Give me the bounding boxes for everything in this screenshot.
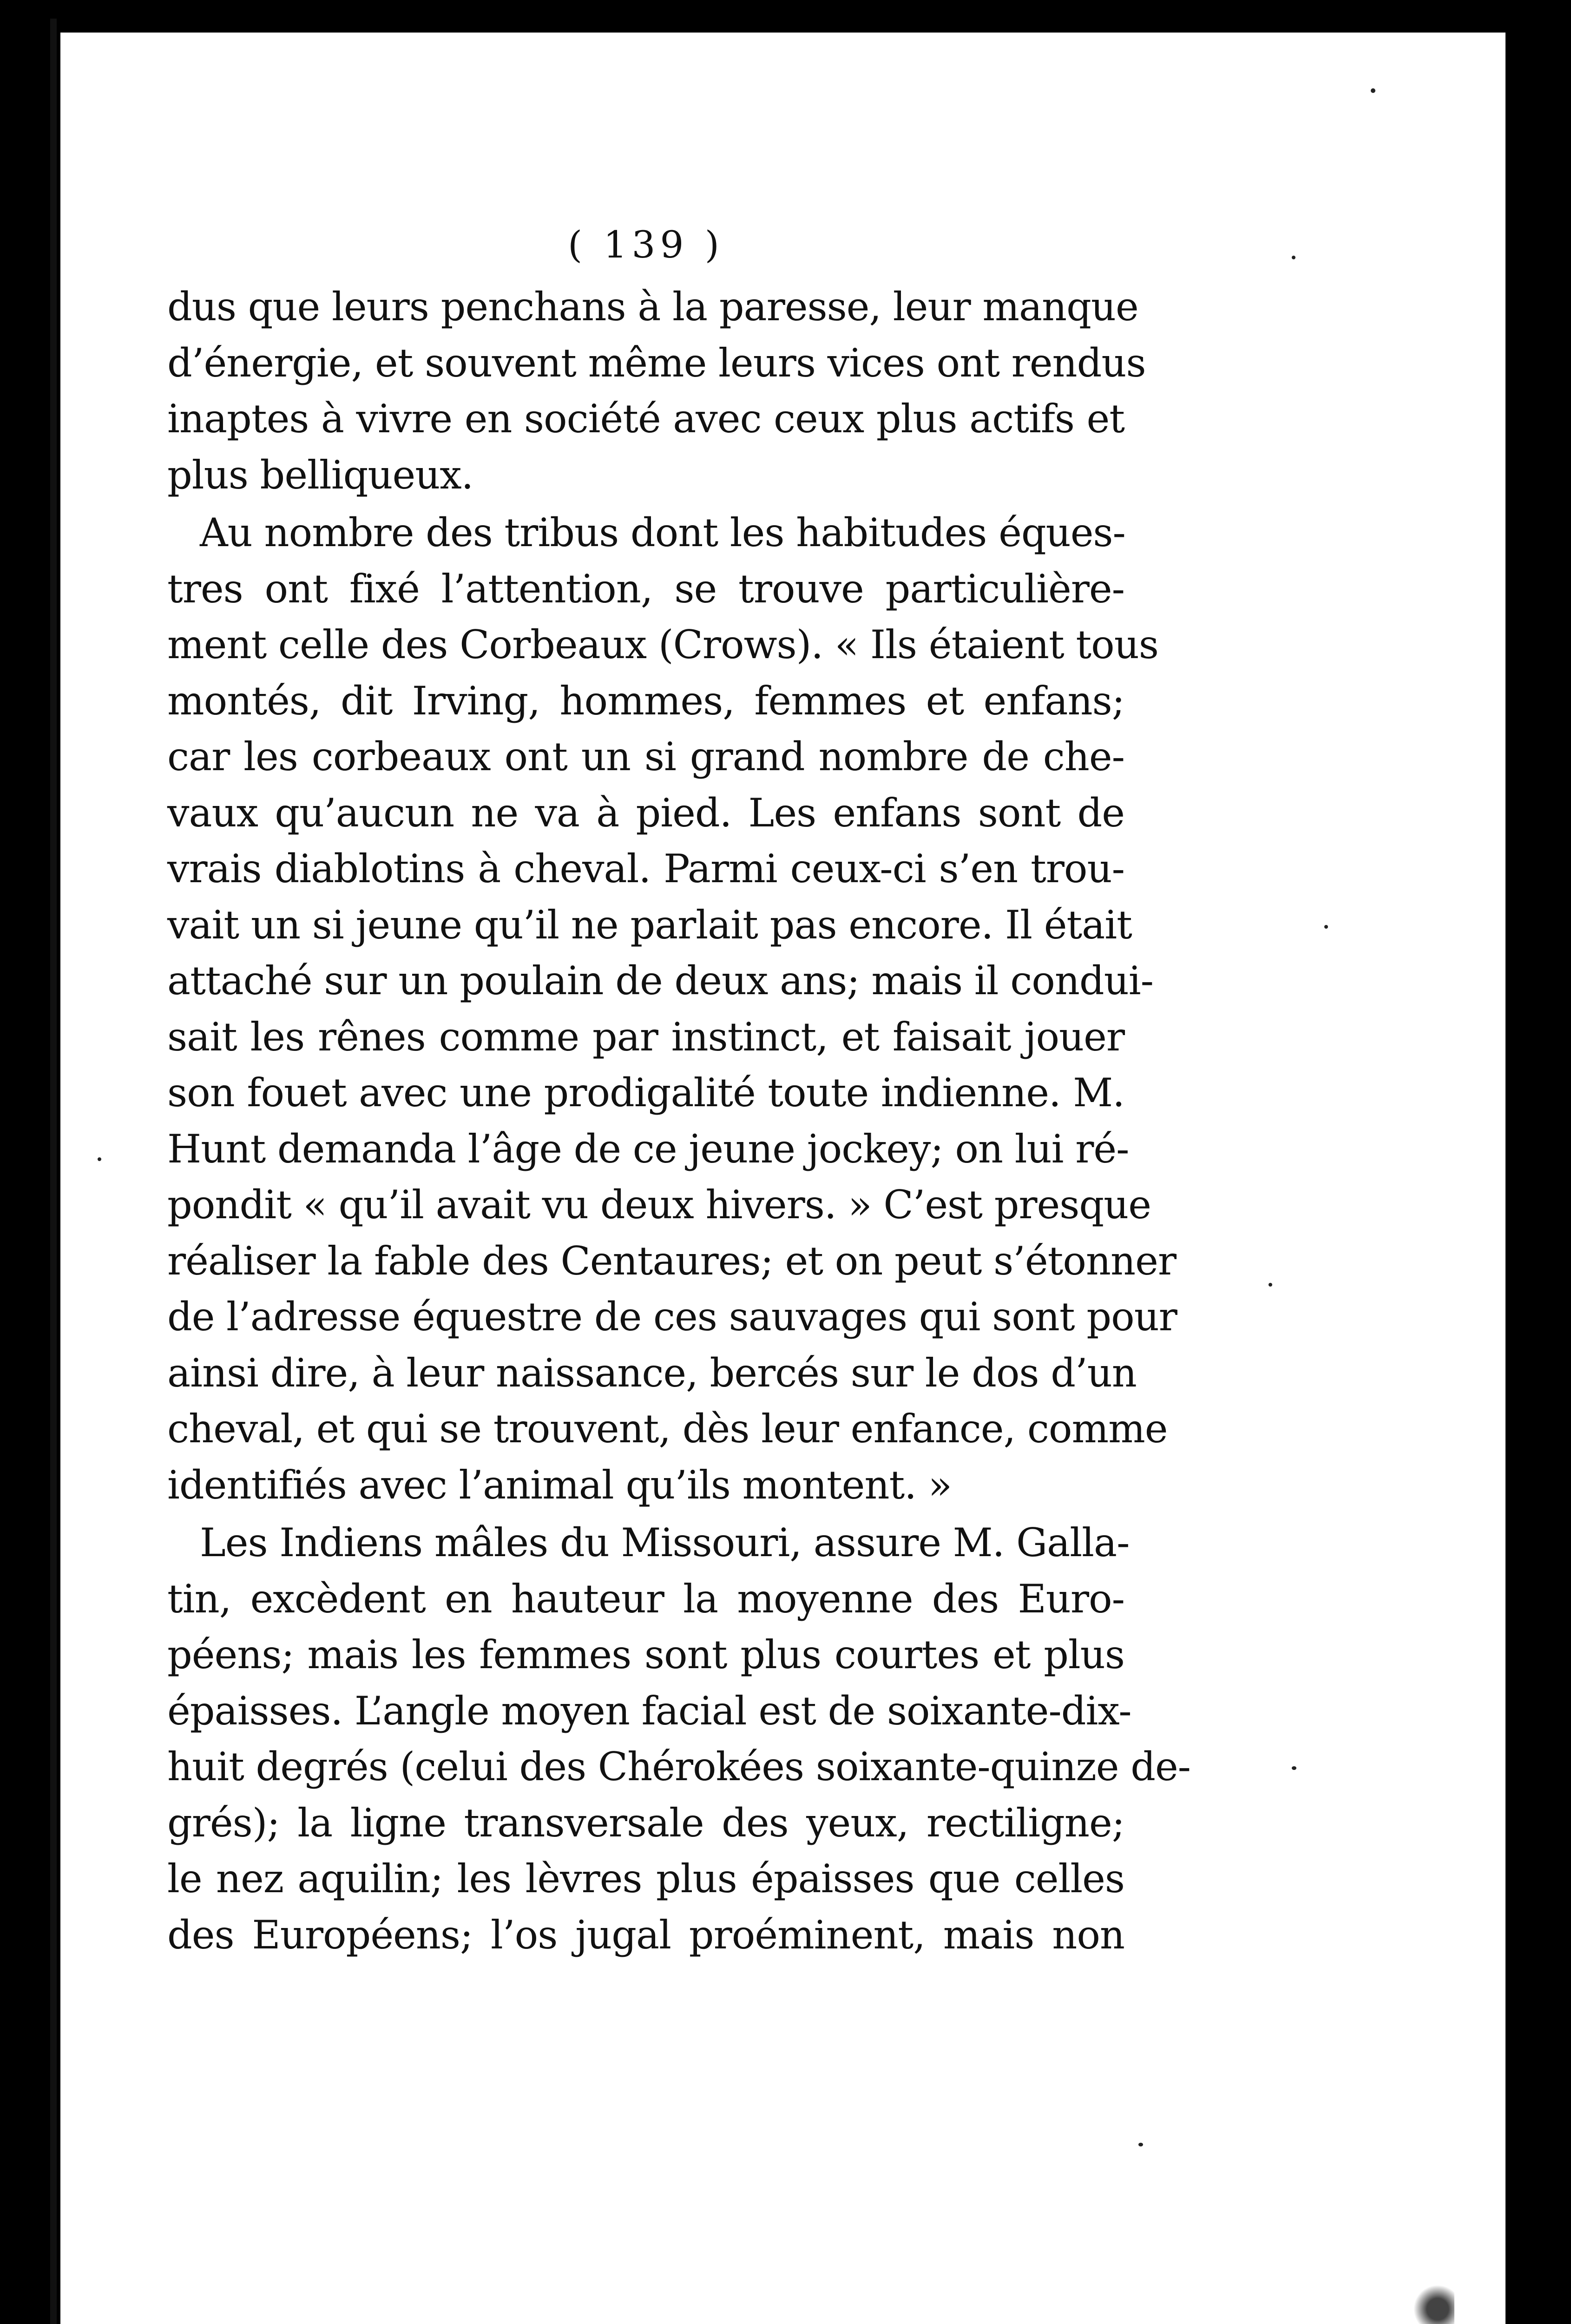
- text-line: identifiés avec l’animal qu’ils montent. »: [167, 1462, 952, 1508]
- page-number: ( 139 ): [568, 223, 724, 266]
- text-line: d’énergie, et souvent même leurs vices ont rendus: [167, 340, 1146, 386]
- ink-speck: [1269, 1283, 1272, 1287]
- text-line: sait les rênes comme par instinct, et faisait jouer: [167, 1014, 1124, 1060]
- text-line: des Européens; l’os jugal proéminent, mais non: [167, 1912, 1124, 1958]
- ink-speck: [1371, 88, 1375, 93]
- text-line: réaliser la fable des Centaures; et on peut s’étonner: [167, 1238, 1176, 1284]
- text-line: ment celle des Corbeaux (Crows). « Ils étaient tous: [167, 622, 1158, 667]
- text-line: Au nombre des tribus dont les habitudes éques-: [200, 510, 1125, 555]
- text-line: plus belliqueux.: [167, 452, 473, 498]
- text-line: le nez aquilin; les lèvres plus épaisses que celles: [167, 1856, 1124, 1901]
- text-line: vaux qu’aucun ne va à pied. Les enfans sont de: [167, 790, 1124, 836]
- text-line: vrais diablotins à cheval. Parmi ceux-ci s’en trou-: [167, 846, 1124, 891]
- page-body-text: [167, 279, 1191, 1963]
- text-line: attaché sur un poulain de deux ans; mais il condui-: [167, 958, 1154, 1004]
- text-line: Les Indiens mâles du Missouri, assure M. Galla-: [200, 1520, 1130, 1565]
- binding-line: [50, 19, 57, 2324]
- text-line: pondit « qu’il avait vu deux hivers. » C’est presque: [167, 1182, 1151, 1228]
- ink-speck: [1292, 256, 1295, 259]
- text-line: inaptes à vivre en société avec ceux plus actifs et: [167, 396, 1124, 442]
- text-line: huit degrés (celui des Chérokées soixante-quinze de-: [167, 1744, 1191, 1789]
- text-line: péens; mais les femmes sont plus courtes et plus: [167, 1632, 1124, 1677]
- text-line: épaisses. L’angle moyen facial est de soixante-dix-: [167, 1688, 1131, 1734]
- text-line: car les corbeaux ont un si grand nombre de che-: [167, 734, 1124, 779]
- text-line: vait un si jeune qu’il ne parlait pas encore. Il était: [167, 902, 1132, 948]
- text-line: tres ont fixé l’attention, se trouve particulière-: [167, 566, 1124, 612]
- text-line: ainsi dire, à leur naissance, bercés sur le dos d’un: [167, 1350, 1137, 1396]
- ink-speck: [1324, 925, 1328, 929]
- text-line: Hunt demanda l’âge de ce jeune jockey; on lui ré-: [167, 1126, 1129, 1172]
- text-line: tin, excèdent en hauteur la moyenne des Euro-: [167, 1576, 1124, 1622]
- ink-speck: [98, 1157, 101, 1161]
- ink-speck: [1292, 1766, 1296, 1770]
- text-line: dus que leurs penchans à la paresse, leur manque: [167, 284, 1138, 330]
- text-line: grés); la ligne transversale des yeux, rectiligne;: [167, 1800, 1124, 1846]
- text-line: cheval, et qui se trouvent, dès leur enfance, comme: [167, 1406, 1168, 1452]
- ink-speck: [1138, 2143, 1143, 2146]
- page-corner-smudge: [1399, 2264, 1454, 2324]
- text-line: montés, dit Irving, hommes, femmes et enfans;: [167, 678, 1124, 724]
- text-line: son fouet avec une prodigalité toute indienne. M.: [167, 1070, 1124, 1116]
- text-line: de l’adresse équestre de ces sauvages qui sont pour: [167, 1294, 1177, 1340]
- binding-shadow: [0, 0, 44, 2324]
